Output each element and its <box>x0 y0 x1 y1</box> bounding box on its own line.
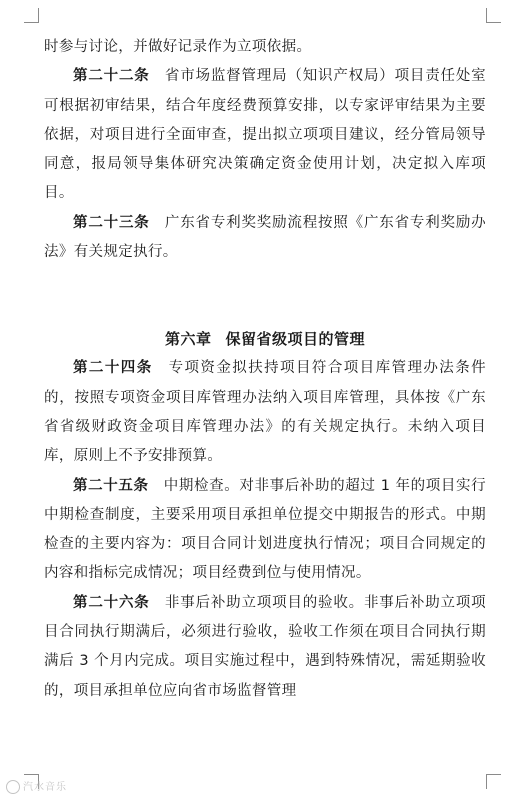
article-26-label: 第二十六条 <box>73 594 150 611</box>
chapter-title: 保留省级项目的管理 <box>225 330 366 349</box>
watermark-logo-icon <box>6 780 20 794</box>
article-24-label: 第二十四条 <box>73 360 153 377</box>
article-23-text: 广东省专利奖奖励流程按照《广东省专利奖励办法》有关规定执行。 <box>44 214 487 261</box>
article-22-label: 第二十二条 <box>73 68 150 85</box>
article-25-text: 中期检查。对非事后补助的超过 1 年的项目实行中期检查制度，主要采用项目承担单位提交中期报告的形式。中期检查的主要内容为：项目合同计划进度执行情况；项目合同规定的内容和指标完成情况；项目经费到位与使用情况。 <box>44 477 486 582</box>
article-23-paragraph <box>44 209 486 268</box>
article-23-label: 第二十三条 <box>73 214 150 231</box>
article-24-text: 专项资金拟扶持项目符合项目库管理办法条件的，按照专项资金项目库管理办法纳入项目库管理，具体按《广东省省级财政资金项目库管理办法》的有关规定执行。未纳入项目库，原则上不予安排预算。 <box>44 360 487 465</box>
article-24-paragraph <box>44 354 486 471</box>
article-22-paragraph <box>44 62 486 208</box>
watermark <box>6 778 67 794</box>
intro-paragraph: 时参与讨论，并做好记录作为立项依据。 <box>44 39 312 55</box>
blank-gap <box>44 267 486 325</box>
article-25-label: 第二十五条 <box>73 477 149 494</box>
page-corner-mark-top-left <box>24 8 39 23</box>
article-26-text: 非事后补助立项项目的验收。非事后补助立项项目合同执行期满后，必须进行验收，验收工作须在项目合同执行期满后 3 个月内完成。项目实施过程中，遇到特殊情况，需延期验收的，项目承担单位应向省市场监督管理 <box>44 594 487 699</box>
article-25-paragraph <box>44 472 486 589</box>
article-22-text: 省市场监督管理局（知识产权局）项目责任处室可根据初审结果，结合年度经费预算安排，以专家评审结果为主要依据，对项目进行全面审查，提出拟立项项目建议，经分管局领导同意，报局领导集体研究决策确定资金使用计划，决定拟入库项目。 <box>44 68 487 202</box>
page-corner-mark-top-right <box>486 8 501 23</box>
document-body <box>44 33 486 706</box>
article-26-paragraph <box>44 589 486 706</box>
chapter-number: 第六章 <box>164 330 212 349</box>
page-corner-mark-bottom-right <box>486 774 501 789</box>
chapter-heading <box>44 325 486 354</box>
watermark-text: 汽水音乐 <box>23 782 67 793</box>
